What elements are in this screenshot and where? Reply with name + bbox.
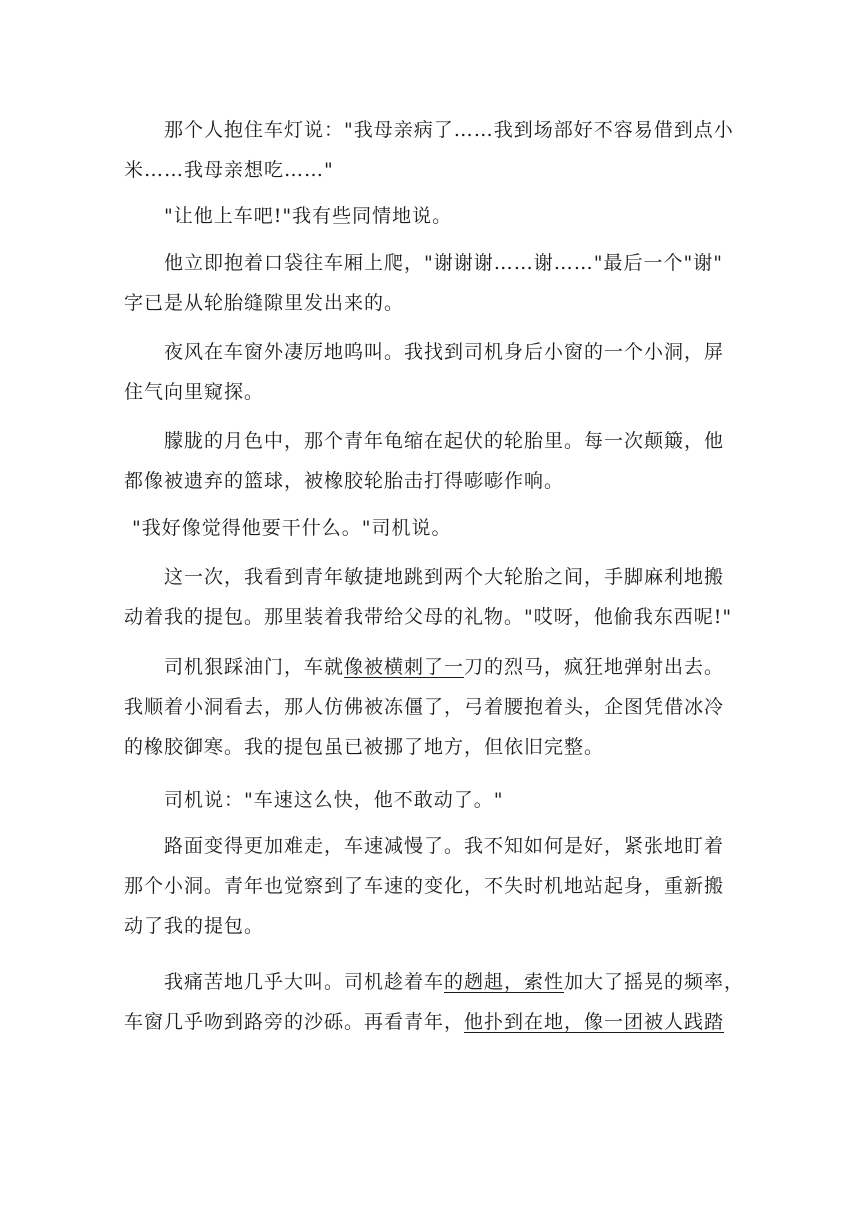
paragraph-8: [124, 647, 744, 767]
paragraph-3: [124, 243, 744, 323]
text-line: [124, 1002, 744, 1042]
underlined-phrase: 的趔趄，索性: [444, 971, 565, 993]
text-run: 我痛苦地几乎大叫。司机趁着车: [124, 971, 445, 993]
text-line: 的橡胶御寒。我的提包虽已被挪了地方，但依旧完整。: [124, 736, 605, 758]
text-line: "让他上车吧!"我有些同情地说。: [124, 205, 453, 227]
text-line: 都像被遗弃的篮球，被橡胶轮胎击打得嘭嘭作响。: [124, 470, 565, 492]
text-line: 字已是从轮胎缝隙里发出来的。: [124, 292, 405, 314]
text-line: [124, 962, 744, 1002]
text-run: 车窗几乎吻到路旁的沙砾。再看青年，: [124, 1011, 465, 1033]
text-line: 朦胧的月色中，那个青年龟缩在起伏的轮胎里。每一次颠簸，他: [124, 430, 725, 452]
text-line: "我好像觉得他要干什么。"司机说。: [132, 517, 452, 539]
text-line: 动了我的提包。: [124, 915, 265, 937]
paragraph-1: [124, 110, 744, 190]
text-line: 住气向里窥探。: [124, 381, 265, 403]
paragraph-11: [124, 962, 744, 1042]
text-line: 我顺着小洞看去，那人仿佛被冻僵了，弓着腰抱着头，企图凭借冰冷: [124, 696, 725, 718]
underlined-phrase: 像被横刺了一: [344, 656, 465, 678]
text-line: 那个小洞。青年也觉察到了车速的变化，不失时机地站起身，重新搬: [124, 875, 725, 897]
text-run: 刀的烈马，疯狂地弹射出去。: [464, 656, 725, 678]
paragraph-5: [124, 421, 744, 501]
text-line: 米……我母亲想吃……": [124, 159, 334, 181]
paragraph-6: [132, 508, 752, 548]
text-line: 路面变得更加难走，车速减慢了。我不知如何是好，紧张地盯着: [124, 835, 725, 857]
text-line: 夜风在车窗外凄厉地呜叫。我找到司机身后小窗的一个小洞，屏: [124, 341, 725, 363]
paragraph-10: [124, 826, 744, 946]
text-run: 司机狠踩油门，车就: [124, 656, 345, 678]
text-line: 动着我的提包。那里装着我带给父母的礼物。"哎呀，他偷我东西呢!": [124, 606, 733, 628]
paragraph-9: [124, 780, 744, 820]
underlined-phrase: 他扑到在地，像一团被人践踏: [464, 1011, 725, 1033]
text-line: 那个人抱住车灯说："我母亲病了……我到场部好不容易借到点小: [124, 119, 734, 141]
text-line: 司机说："车速这么快，他不敢动了。": [124, 789, 504, 811]
text-run: 加大了摇晃的频率，: [564, 971, 745, 993]
paragraph-7: [124, 557, 744, 637]
text-line: [124, 647, 744, 687]
text-line: 他立即抱着口袋往车厢上爬，"谢谢谢……谢……"最后一个"谢": [124, 252, 723, 274]
paragraph-2: [124, 196, 744, 236]
paragraph-4: [124, 332, 744, 412]
text-line: 这一次，我看到青年敏捷地跳到两个大轮胎之间，手脚麻利地搬: [124, 566, 725, 588]
